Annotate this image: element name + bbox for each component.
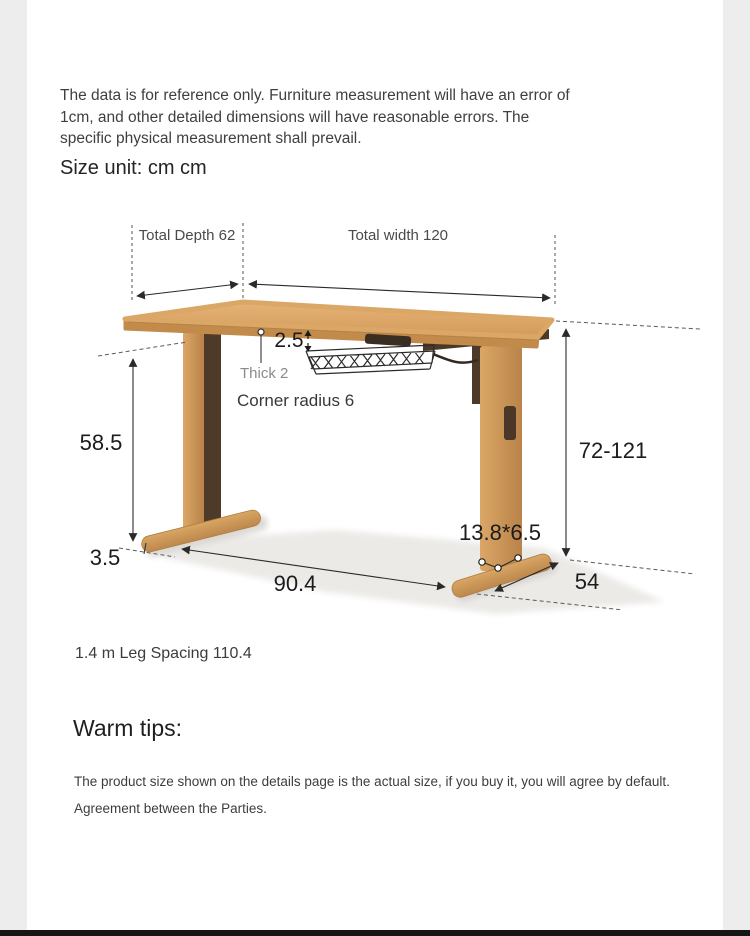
label-total-width: Total width 120 bbox=[347, 227, 449, 244]
leader-dot bbox=[515, 555, 521, 561]
label-foot-height: 3.5 bbox=[89, 545, 121, 570]
leader-dot bbox=[495, 565, 501, 571]
size-info-section bbox=[27, 0, 723, 930]
leg-left-wood-column bbox=[183, 332, 204, 529]
leg-spacing-note: 1.4 m Leg Spacing 110.4 bbox=[75, 645, 252, 662]
dimension-arrow-depth bbox=[137, 284, 238, 296]
label-leg-span: 90.4 bbox=[273, 571, 317, 596]
label-leg-section: 13.8*6.5 bbox=[459, 520, 541, 545]
label-foot-length: 54 bbox=[574, 569, 600, 594]
page-gutter-right bbox=[723, 0, 750, 930]
label-top-thickness: 2.5 bbox=[274, 329, 304, 352]
label-corner-radius: Corner radius 6 bbox=[237, 391, 355, 410]
power-cable-icon bbox=[433, 354, 478, 363]
disclaimer-line-2: error of 1cm, and other detailed dimensions will have reasonable bbox=[60, 87, 570, 126]
disclaimer-line-3: errors. The specific physical measurement shall prevail. bbox=[60, 108, 530, 147]
label-thick: Thick 2 bbox=[240, 365, 289, 382]
label-total-depth: Total Depth 62 bbox=[138, 227, 236, 244]
guide-leg-top bbox=[98, 342, 187, 356]
dimension-diagram bbox=[25, 210, 723, 645]
cable-tray-icon bbox=[306, 345, 435, 374]
leg-right-slot bbox=[504, 406, 516, 440]
leg-left-dark-column bbox=[203, 334, 221, 523]
leader-dot bbox=[258, 329, 264, 335]
guide-desktop-right bbox=[556, 321, 700, 329]
page-bottom-divider bbox=[0, 930, 750, 936]
page-gutter-left bbox=[0, 0, 27, 930]
warm-tips-line-2: Agreement between the Parties. bbox=[74, 801, 267, 816]
warm-tips-line-1: The product size shown on the details page is the actual size, if you buy it, you will agree by default. bbox=[74, 774, 670, 789]
leader-dot bbox=[479, 559, 485, 565]
label-height-range: 72-121 bbox=[578, 438, 648, 463]
warm-tips-body bbox=[74, 768, 674, 822]
disclaimer-line-1: The data is for reference only. Furniture measurement will have an bbox=[60, 87, 516, 104]
measurement-disclaimer bbox=[60, 85, 580, 150]
warm-tips-heading: Warm tips: bbox=[73, 715, 183, 741]
dimension-arrow-width bbox=[249, 284, 550, 298]
label-leg-height: 58.5 bbox=[79, 430, 123, 455]
size-unit-heading: Size unit: cm cm bbox=[60, 157, 207, 179]
